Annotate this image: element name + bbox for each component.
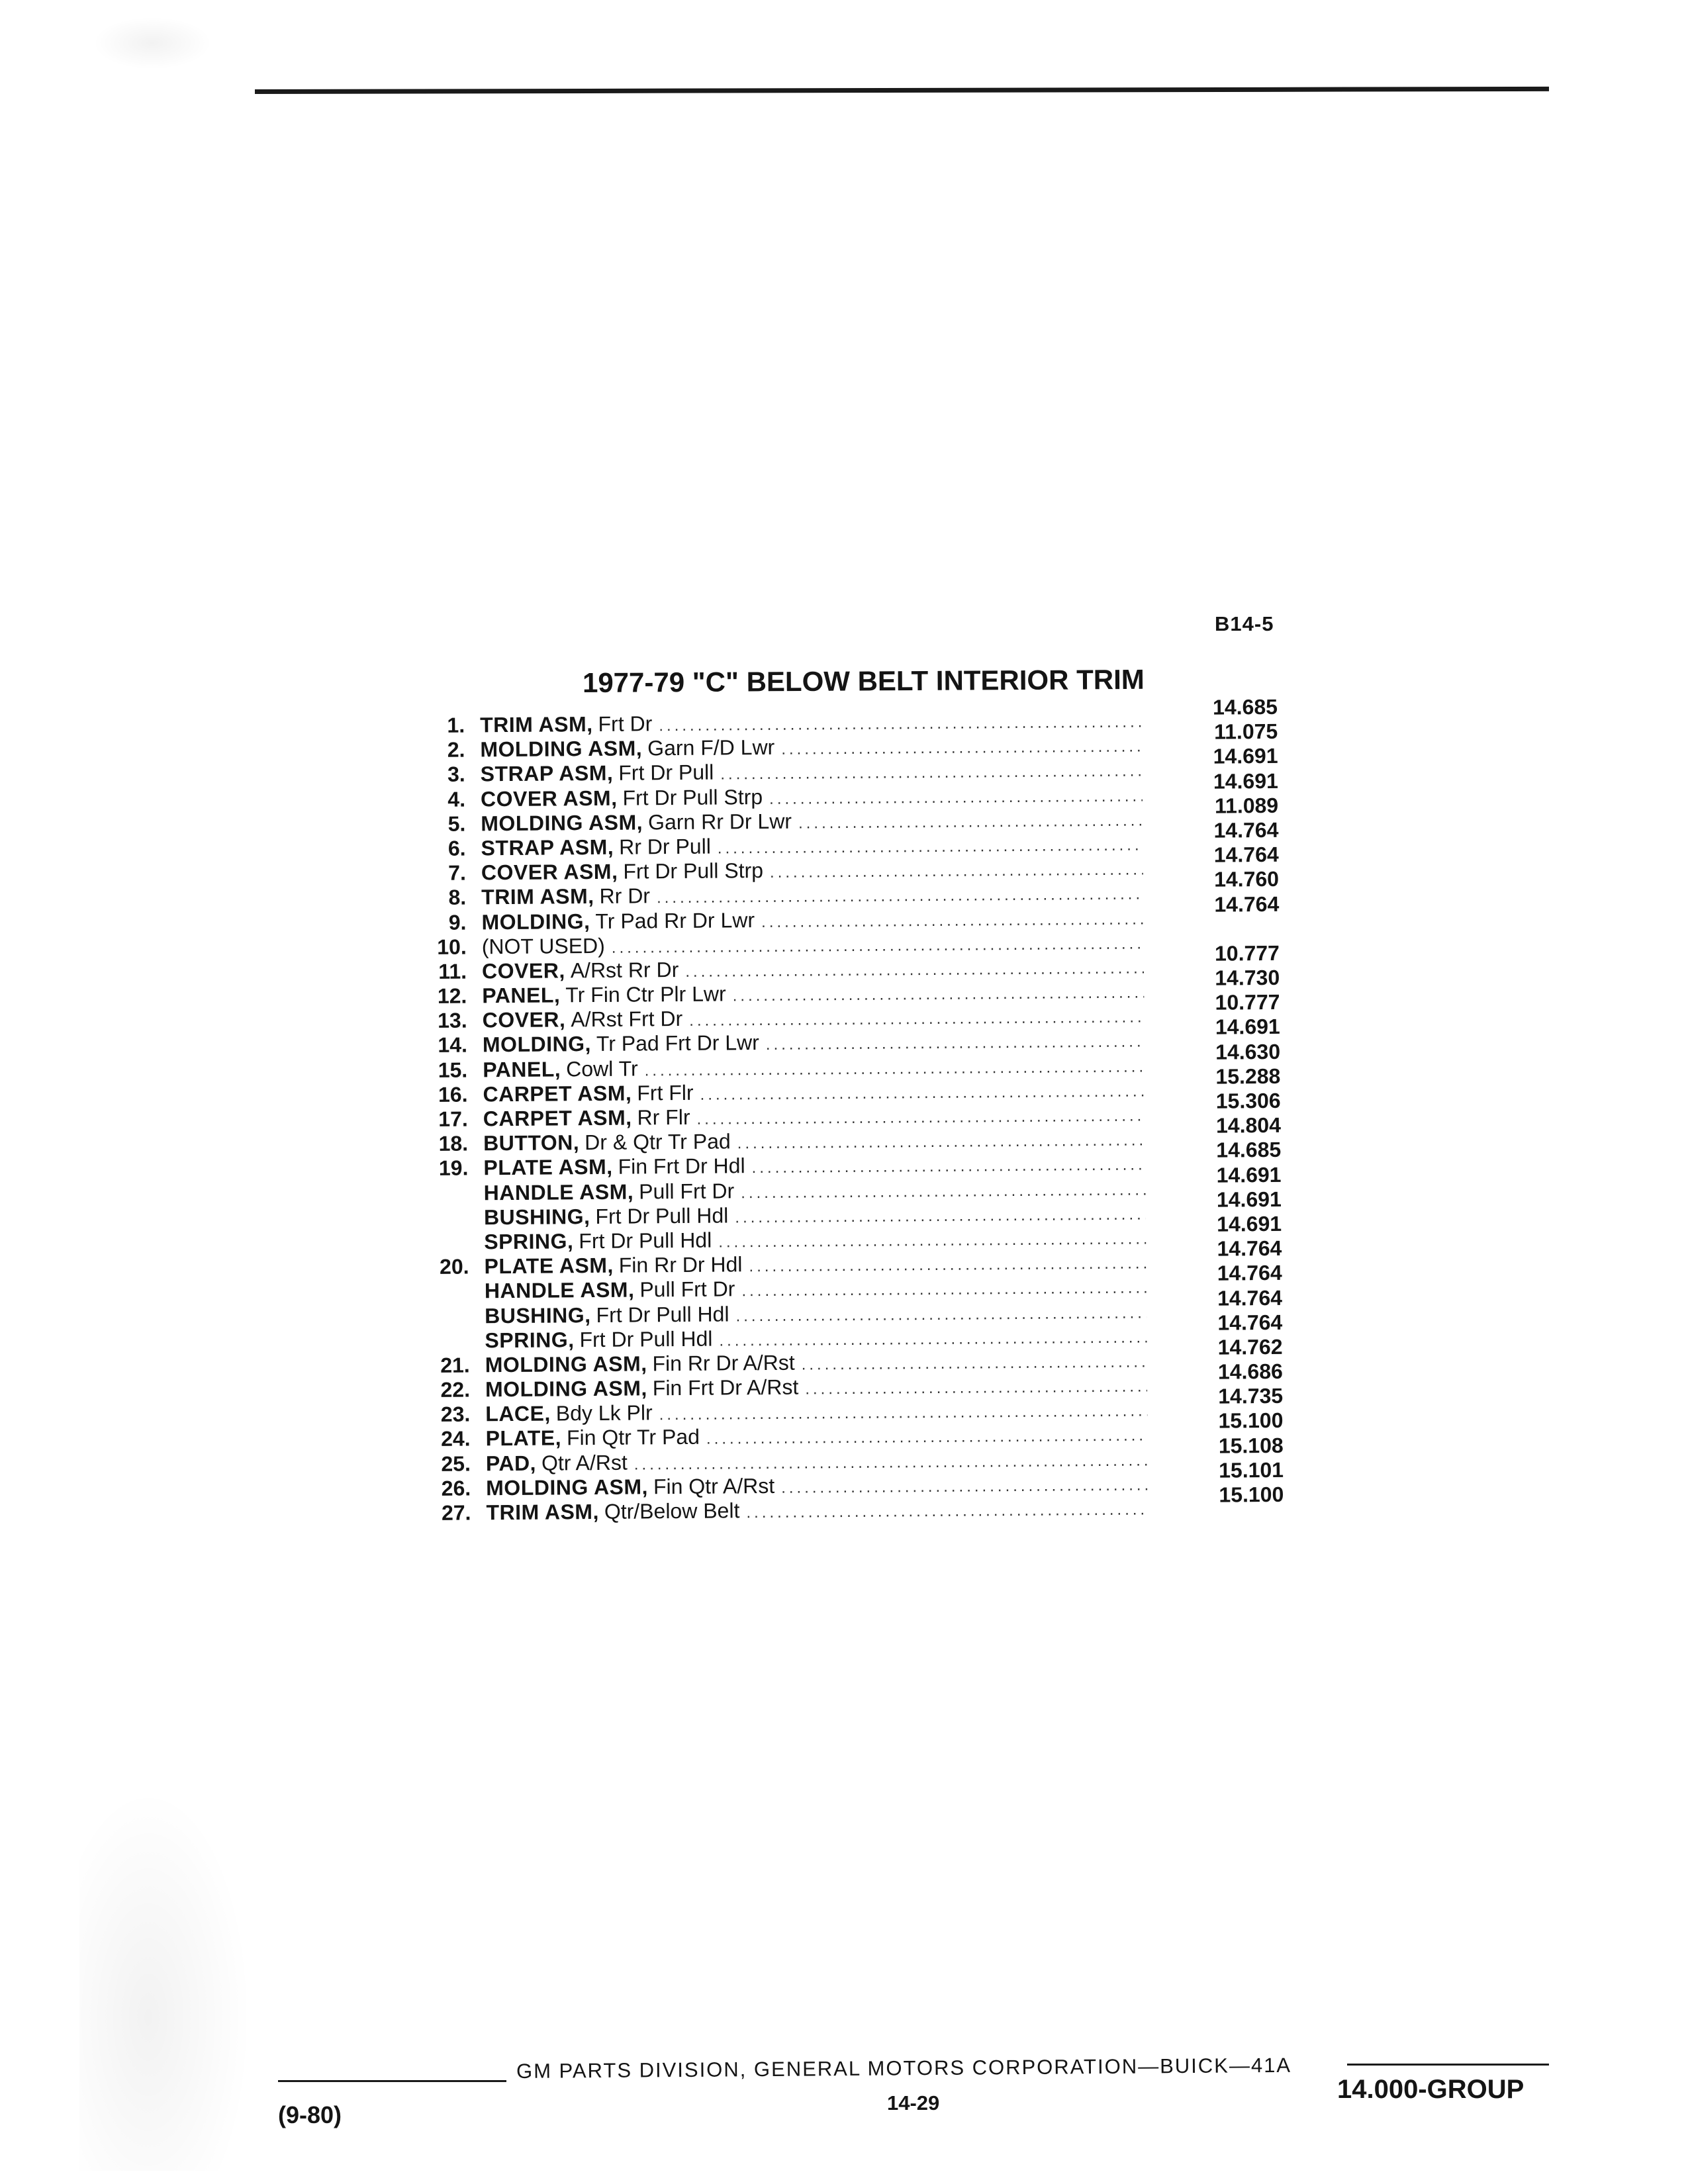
part-description: Frt Dr Pull Hdl	[595, 1203, 729, 1228]
group-number: 14.760	[1213, 867, 1280, 891]
group-number: 14.691	[1213, 744, 1278, 769]
part-name: COVER,	[481, 958, 565, 983]
part-name: TRIM ASM,	[486, 1499, 600, 1525]
group-number: 14.764	[1213, 842, 1279, 867]
group-number: 14.730	[1215, 965, 1280, 990]
item-description-group	[486, 1495, 1148, 1527]
group-number: 14.686	[1217, 1359, 1283, 1384]
part-description: Dr & Qtr Tr Pad	[585, 1129, 731, 1155]
group-number: 14.762	[1217, 1334, 1283, 1359]
part-description: Fin Rr Dr A/Rst	[652, 1350, 795, 1376]
item-number: 13.	[438, 1008, 467, 1033]
part-name: HANDLE ASM,	[484, 1277, 635, 1303]
part-description: Qtr A/Rst	[541, 1450, 628, 1475]
part-name: COVER ASM,	[480, 786, 618, 811]
group-number: 11.089	[1214, 793, 1279, 818]
part-description: Qtr/Below Belt	[604, 1498, 740, 1524]
part-description: Fin Qtr Tr Pad	[566, 1425, 700, 1450]
item-number: 1.	[447, 713, 465, 737]
group-number: 14.685	[1216, 1138, 1282, 1162]
part-name: BUSHING,	[485, 1302, 591, 1328]
group-number: 14.691	[1217, 1211, 1282, 1236]
part-name: MOLDING ASM,	[485, 1351, 647, 1377]
part-name: LACE,	[485, 1401, 551, 1426]
part-description: Garn F/D Lwr	[647, 735, 775, 760]
part-name: CARPET ASM,	[483, 1105, 632, 1131]
part-name: STRAP ASM,	[480, 761, 614, 786]
part-description: Cowl Tr	[566, 1056, 638, 1081]
item-number: 19.	[438, 1156, 469, 1181]
part-name: MOLDING,	[482, 1032, 592, 1057]
part-description: Garn Rr Dr Lwr	[647, 809, 792, 835]
item-number: 17.	[438, 1107, 468, 1131]
part-name: TRIM ASM,	[481, 884, 594, 909]
part-description: Frt Dr Pull Hdl	[596, 1301, 729, 1327]
part-description: Frt Flr	[637, 1080, 694, 1105]
part-name: TRIM ASM,	[479, 711, 593, 737]
group-number: 14.764	[1217, 1261, 1282, 1285]
item-number: 8.	[448, 885, 467, 910]
item-number: 20.	[439, 1254, 469, 1279]
item-number: 22.	[440, 1377, 471, 1402]
part-description: (NOT USED)	[481, 933, 605, 959]
part-description: Pull Frt Dr	[639, 1178, 735, 1204]
part-description: Fin Qtr A/Rst	[653, 1473, 775, 1499]
group-number: 14.764	[1214, 891, 1280, 917]
part-description: Fin Rr Dr Hdl	[618, 1252, 743, 1277]
part-description: Rr Dr Pull	[619, 834, 711, 859]
group-number: 14.764	[1217, 1285, 1283, 1310]
part-description: Rr Flr	[637, 1105, 690, 1130]
group-number: 15.306	[1215, 1088, 1281, 1113]
item-number: 6.	[447, 836, 466, 860]
section-code: B14-5	[1215, 612, 1274, 635]
part-name: SPRING,	[484, 1229, 574, 1254]
group-number: 14.804	[1215, 1113, 1282, 1138]
part-name: BUTTON,	[483, 1130, 580, 1156]
item-number: 16.	[438, 1082, 468, 1107]
part-description: Frt Dr Pull Hdl	[579, 1326, 713, 1351]
item-number: 21.	[440, 1353, 470, 1377]
group-number: 14.764	[1213, 817, 1279, 842]
revision-date: (9-80)	[278, 2101, 342, 2128]
item-number: 12.	[437, 983, 467, 1008]
part-description: Fin Frt Dr A/Rst	[652, 1375, 799, 1400]
part-description: Fin Frt Dr Hdl	[618, 1154, 745, 1179]
part-name: PLATE ASM,	[483, 1155, 613, 1180]
parts-list	[424, 694, 1297, 1525]
part-name: COVER,	[482, 1007, 566, 1032]
scan-smudge-top	[93, 17, 212, 69]
part-name: HANDLE ASM,	[483, 1179, 634, 1205]
item-number: 7.	[448, 860, 467, 885]
item-number: 14.	[438, 1032, 468, 1058]
group-number: 14.691	[1216, 1162, 1282, 1187]
part-name: STRAP ASM,	[481, 835, 614, 860]
item-number: 9.	[448, 910, 467, 934]
item-number: 24.	[440, 1426, 471, 1451]
top-rule	[255, 87, 1549, 94]
part-description: Bdy Lk Plr	[555, 1400, 653, 1426]
footer-rule-right	[1347, 2064, 1549, 2066]
part-name: PANEL,	[482, 983, 561, 1008]
part-name: PLATE ASM,	[484, 1253, 614, 1279]
item-number: 4.	[447, 787, 466, 811]
part-description: Pull Frt Dr	[639, 1277, 735, 1302]
part-description: Frt Dr Pull	[618, 760, 714, 786]
dot-leader	[746, 1497, 1148, 1525]
part-name: PAD,	[485, 1451, 537, 1475]
part-description: Frt Dr Pull Strp	[622, 784, 763, 810]
part-description: A/Rst Rr Dr	[570, 957, 679, 983]
group-number: 15.100	[1218, 1408, 1284, 1433]
part-description: Tr Pad Rr Dr Lwr	[595, 907, 755, 933]
part-name: MOLDING ASM,	[481, 810, 643, 836]
item-number: 27.	[441, 1500, 471, 1525]
part-description: Tr Pad Frt Dr Lwr	[596, 1030, 759, 1056]
group-number: 14.691	[1213, 768, 1278, 794]
part-name: PLATE,	[485, 1426, 562, 1451]
item-number: 11.	[438, 959, 467, 983]
part-name: MOLDING ASM,	[486, 1475, 649, 1500]
part-name: PANEL,	[483, 1057, 561, 1081]
part-description: A/Rst Frt Dr	[571, 1007, 683, 1032]
item-number: 10.	[437, 934, 467, 959]
group-number: 14.764	[1217, 1310, 1283, 1335]
item-number: 18.	[438, 1131, 469, 1156]
group-number: 11.075	[1214, 719, 1278, 744]
scan-smudge	[79, 1787, 252, 2171]
group-number: 10.777	[1215, 990, 1280, 1015]
item-number: 23.	[440, 1402, 471, 1427]
group-code: 14.000-GROUP	[1337, 2075, 1524, 2104]
group-number: 15.108	[1218, 1433, 1284, 1458]
page-title: 1977-79 "C" BELOW BELT INTERIOR TRIM	[582, 663, 1145, 698]
group-number: 10.777	[1214, 940, 1280, 966]
part-description: Tr Fin Ctr Plr Lwr	[565, 981, 726, 1007]
part-description: Frt Dr Pull Strp	[623, 858, 764, 884]
part-name: MOLDING ASM,	[480, 736, 643, 762]
item-number: 25.	[441, 1451, 471, 1476]
group-number: 14.691	[1216, 1187, 1282, 1212]
footer-publisher: GM PARTS DIVISION, GENERAL MOTORS CORPORATION—BUICK—41A	[516, 2053, 1292, 2083]
item-number: 2.	[447, 737, 465, 762]
part-name: MOLDING ASM,	[485, 1376, 647, 1402]
group-number: 15.101	[1219, 1457, 1284, 1482]
item-number: 3.	[447, 762, 465, 787]
part-description: Rr Dr	[599, 884, 651, 909]
footer-rule-left	[278, 2080, 506, 2082]
item-number: 15.	[438, 1058, 468, 1082]
group-number: 14.685	[1212, 694, 1278, 719]
part-name: CARPET ASM,	[483, 1081, 632, 1107]
group-number: 14.735	[1218, 1384, 1284, 1408]
item-number: 5.	[447, 811, 466, 836]
group-number: 14.691	[1215, 1015, 1280, 1040]
page-number: 14-29	[887, 2091, 940, 2115]
part-name: SPRING,	[485, 1327, 575, 1352]
group-number: 15.288	[1215, 1064, 1281, 1089]
part-description: Frt Dr	[598, 711, 653, 736]
item-number: 26.	[441, 1476, 471, 1500]
part-name: COVER ASM,	[481, 859, 618, 885]
part-name: MOLDING,	[481, 909, 590, 934]
part-description: Frt Dr Pull Hdl	[579, 1228, 712, 1253]
group-number: 15.100	[1219, 1482, 1284, 1507]
part-name: BUSHING,	[483, 1204, 590, 1230]
group-number: 14.630	[1215, 1039, 1281, 1064]
group-number: 14.764	[1217, 1236, 1282, 1261]
